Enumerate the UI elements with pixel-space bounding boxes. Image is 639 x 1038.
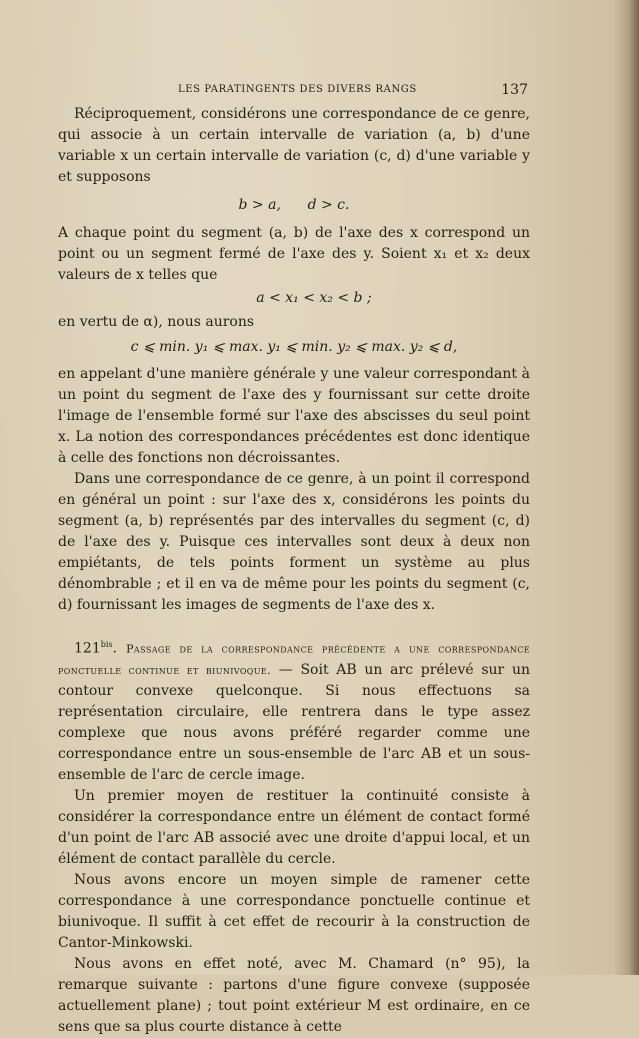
section-gap — [58, 616, 530, 634]
paragraph-chamard: Nous avons en effet noté, avec M. Chamard (n° 95), la remarque suivante : partons d'une figure convexe (supposée actuellement plane) ; tout point extérieur M est ordinaire, en ce sens que sa plus courte distance à cette — [58, 955, 530, 1035]
page-body — [58, 104, 530, 1038]
section-text: — Soit AB un arc prélevé sur un contour convexe quelconque. Si nous effectuons sa représentation circulaire, elle rentrera dans le type assez complexe que nous avons préféré regarder comme une correspondance entre un sous-ensemble de l'arc AB et un sous-ensemble de l'arc de cercle image. — [58, 661, 530, 783]
page-number: 137 — [501, 82, 528, 98]
inequality-b-a-d-c: b > a, d > c. — [238, 197, 350, 213]
paragraph-premier-moyen: Un premier moyen de restituer la continuité consiste à considérer la correspondance entre un élément de contact formé d'un point de l'arc AB associé avec une droite d'appui local, et un élément de contact parallèle du cercle. — [58, 787, 530, 867]
running-head: LES PARATINGENTS DES DIVERS RANGS — [178, 84, 417, 95]
inequality-a-x1-x2-b: a < x₁ < x₂ < b ; — [256, 290, 372, 306]
section-121-bis: $121^{bis}$. Passage de la correspondance précédente a une correspondance ponctuelle continue et biunivoque. — Soit AB un arc prélevé sur un contour convexe quelconque. Si nous effectuons sa représentation circulaire, elle rentrera dans le type assez complexe que nous avons préféré regarder comme une correspondance entre un sous-ensemble de l'arc AB et un sous-ensemble de l'arc de cercle image. — [58, 640, 531, 783]
section-number: 121 — [74, 640, 101, 657]
section-bis: bis — [100, 640, 113, 649]
paragraph-nous-avons-encore: Nous avons encore un moyen simple de ramener cette correspondance à une correspondance ponctuelle continue et biunivoque. Il suffit à cet effet de recourir à la construction de Cantor-Minkowski. — [58, 871, 530, 951]
inequality-min-max: c ⩽ min. y₁ ⩽ max. y₁ ⩽ min. y₂ ⩽ max. y₂ ⩽ d, — [130, 339, 458, 355]
paragraph-dans-une-correspondance: Dans une correspondance de ce genre, à un point il correspond en général un point : sur l'axe des x, considérons les points du segment (a, b) représentés par des intervalles du segment (c, d) de l'axe des y. Puisque ces intervalles sont deux à deux non empiétants, de tels points forment un système au plus dénombrable ; et il en va de même pour les points du segment (c, d) fournissant les images de segments de l'axe des x. — [58, 471, 530, 613]
paragraph-en-vertu: en vertu de α), nous aurons — [58, 314, 255, 330]
paragraph-en-appelant: en appelant d'une manière générale y une valeur correspondant à un point du segment de l'axe des y fournissant sur cette droite l'image de l'ensemble formé sur l'axe des abscisses du seul point x. La notion des correspondances précédentes est donc identique à celle des fonctions non décroissantes. — [58, 366, 530, 466]
paragraph-chaque-point: A chaque point du segment (a, b) de l'axe des x correspond un point ou un segment fermé de l'axe des y. Soient x₁ et x₂ deux valeurs de x telles que — [58, 225, 530, 283]
page-header — [58, 84, 530, 100]
page-edge-shadow — [629, 0, 639, 975]
paragraph-reciproquement: Réciproquement, considérons une correspondance de ce genre, qui associe à un certain intervalle de variation (a, b) d'une variable x un certain intervalle de variation (c, d) d'une variable y et supposons — [58, 106, 530, 185]
section-title: Passage de la correspondance précédente a une correspondance ponctuelle continue et biunivoque. — [58, 642, 531, 677]
